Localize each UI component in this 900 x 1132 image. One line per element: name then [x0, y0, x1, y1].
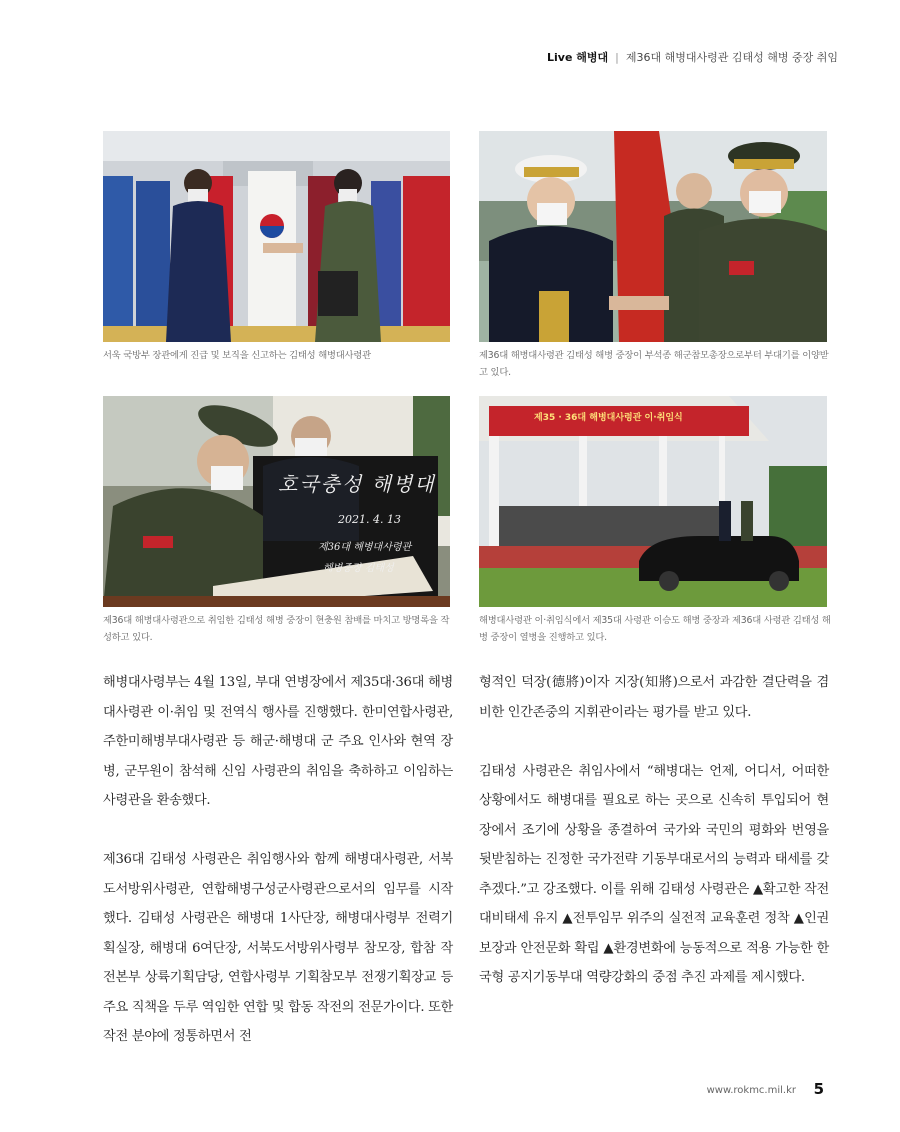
- ceremony-banner: 제35 · 36대 해병대사령관 이·취임식: [534, 413, 683, 423]
- photo-parade-review: [479, 396, 827, 607]
- guestbook-handwriting: [278, 468, 448, 574]
- header-title: 제36대 해병대사령관 김태성 해병 중장 취임: [625, 51, 838, 64]
- photo-guestbook-signing: [103, 396, 450, 607]
- handwriting-signature: 해병중장 김태성: [323, 563, 394, 574]
- body-paragraph: 해병대사령부는 4월 13일, 부대 연병장에서 제35대·36대 해병대사령관 이·취임 및 전역식 행사를 진행했다. 한미연합사령관, 주한미해병부대사령관 등 해군·해병대 군 주요 인사와 현역 장병, 군무원이 참석해 신임 사령관의 취임을 축하하고 이임하는 사령관을 환송했다.: [103, 675, 453, 808]
- page-number: 5: [813, 1080, 824, 1098]
- body-paragraph: 김태성 사령관은 취임사에서 “해병대는 언제, 어디서, 어떠한 상황에서도 해병대를 필요로 하는 곳으로 신속히 투입되어 현장에서 조기에 상황을 종결하여 국가와 국민의 평화와 번영을 뒷받침하는 진정한 국가전략 기동부대로서의 능력과 태세를 갖추겠다.”고 강조했다. 이를 위해 김태성 사령관은 ▲확고한 작전대비태세 유지 ▲전투임무 위주의 실전적 교육훈련 정착 ▲인권보장과 안전문화 확립 ▲환경변화에 능동적으로 적용 가능한 한국형 공지기동부대 역량강화의 중점 추진 과제를 제시했다.: [479, 763, 829, 985]
- body-paragraph: 형적인 덕장(德將)이자 지장(知將)으로서 과감한 결단력을 겸비한 인간존중의 지휘관이라는 평가를 받고 있다.: [479, 675, 829, 720]
- body-paragraph: 제36대 김태성 사령관은 취임행사와 함께 해병대사령관, 서북도서방위사령관, 연합해병구성군사령관으로서의 임무를 시작했다. 김태성 사령관은 해병대 1사단장, 해병대사령부 전력기획실장, 해병대 6여단장, 서북도서방위사령부 참모장, 합참 작전본부 상륙기획담당, 연합사령부 기획참모부 전쟁기획장교 등 주요 직책을 두루 역임한 연합 및 합동 작전의 전문가이다. 또한 작전 분야에 정통하면서 전: [103, 852, 453, 1044]
- body-column-left: [103, 668, 453, 1081]
- photo-caption: 서욱 국방부 장관에게 진급 및 보직을 신고하는 김태성 해병대사령관: [103, 350, 371, 361]
- photo-caption: 해병대사령관 이·취임식에서 제35대 사령관 이승도 해병 중장과 제36대 사령관 김태성 해병 중장이 열병을 진행하고 있다.: [479, 615, 831, 643]
- footer-url: www.rokmc.mil.kr: [706, 1085, 796, 1096]
- header-section: Live 해병대: [547, 51, 609, 64]
- handwriting-date: 2021. 4. 13: [338, 513, 401, 526]
- body-column-right: [479, 668, 829, 1022]
- photo-flag-handover: [479, 131, 827, 342]
- photo-caption: 제36대 해병대사령관으로 취임한 김태성 해병 중장이 현충원 참배를 마치고 방명록을 작성하고 있다.: [103, 615, 450, 643]
- header-separator: |: [615, 51, 619, 64]
- photo-caption: 제36대 해병대사령관 김태성 해병 중장이 부석종 해군참모총장으로부터 부대기를 이양받고 있다.: [479, 350, 829, 378]
- handwriting-motto: 호국충성 해병대: [278, 472, 436, 496]
- handwriting-title: 제36대 해병대사령관: [318, 542, 412, 553]
- photo-promotion-report: [103, 131, 450, 342]
- running-header: [547, 49, 838, 65]
